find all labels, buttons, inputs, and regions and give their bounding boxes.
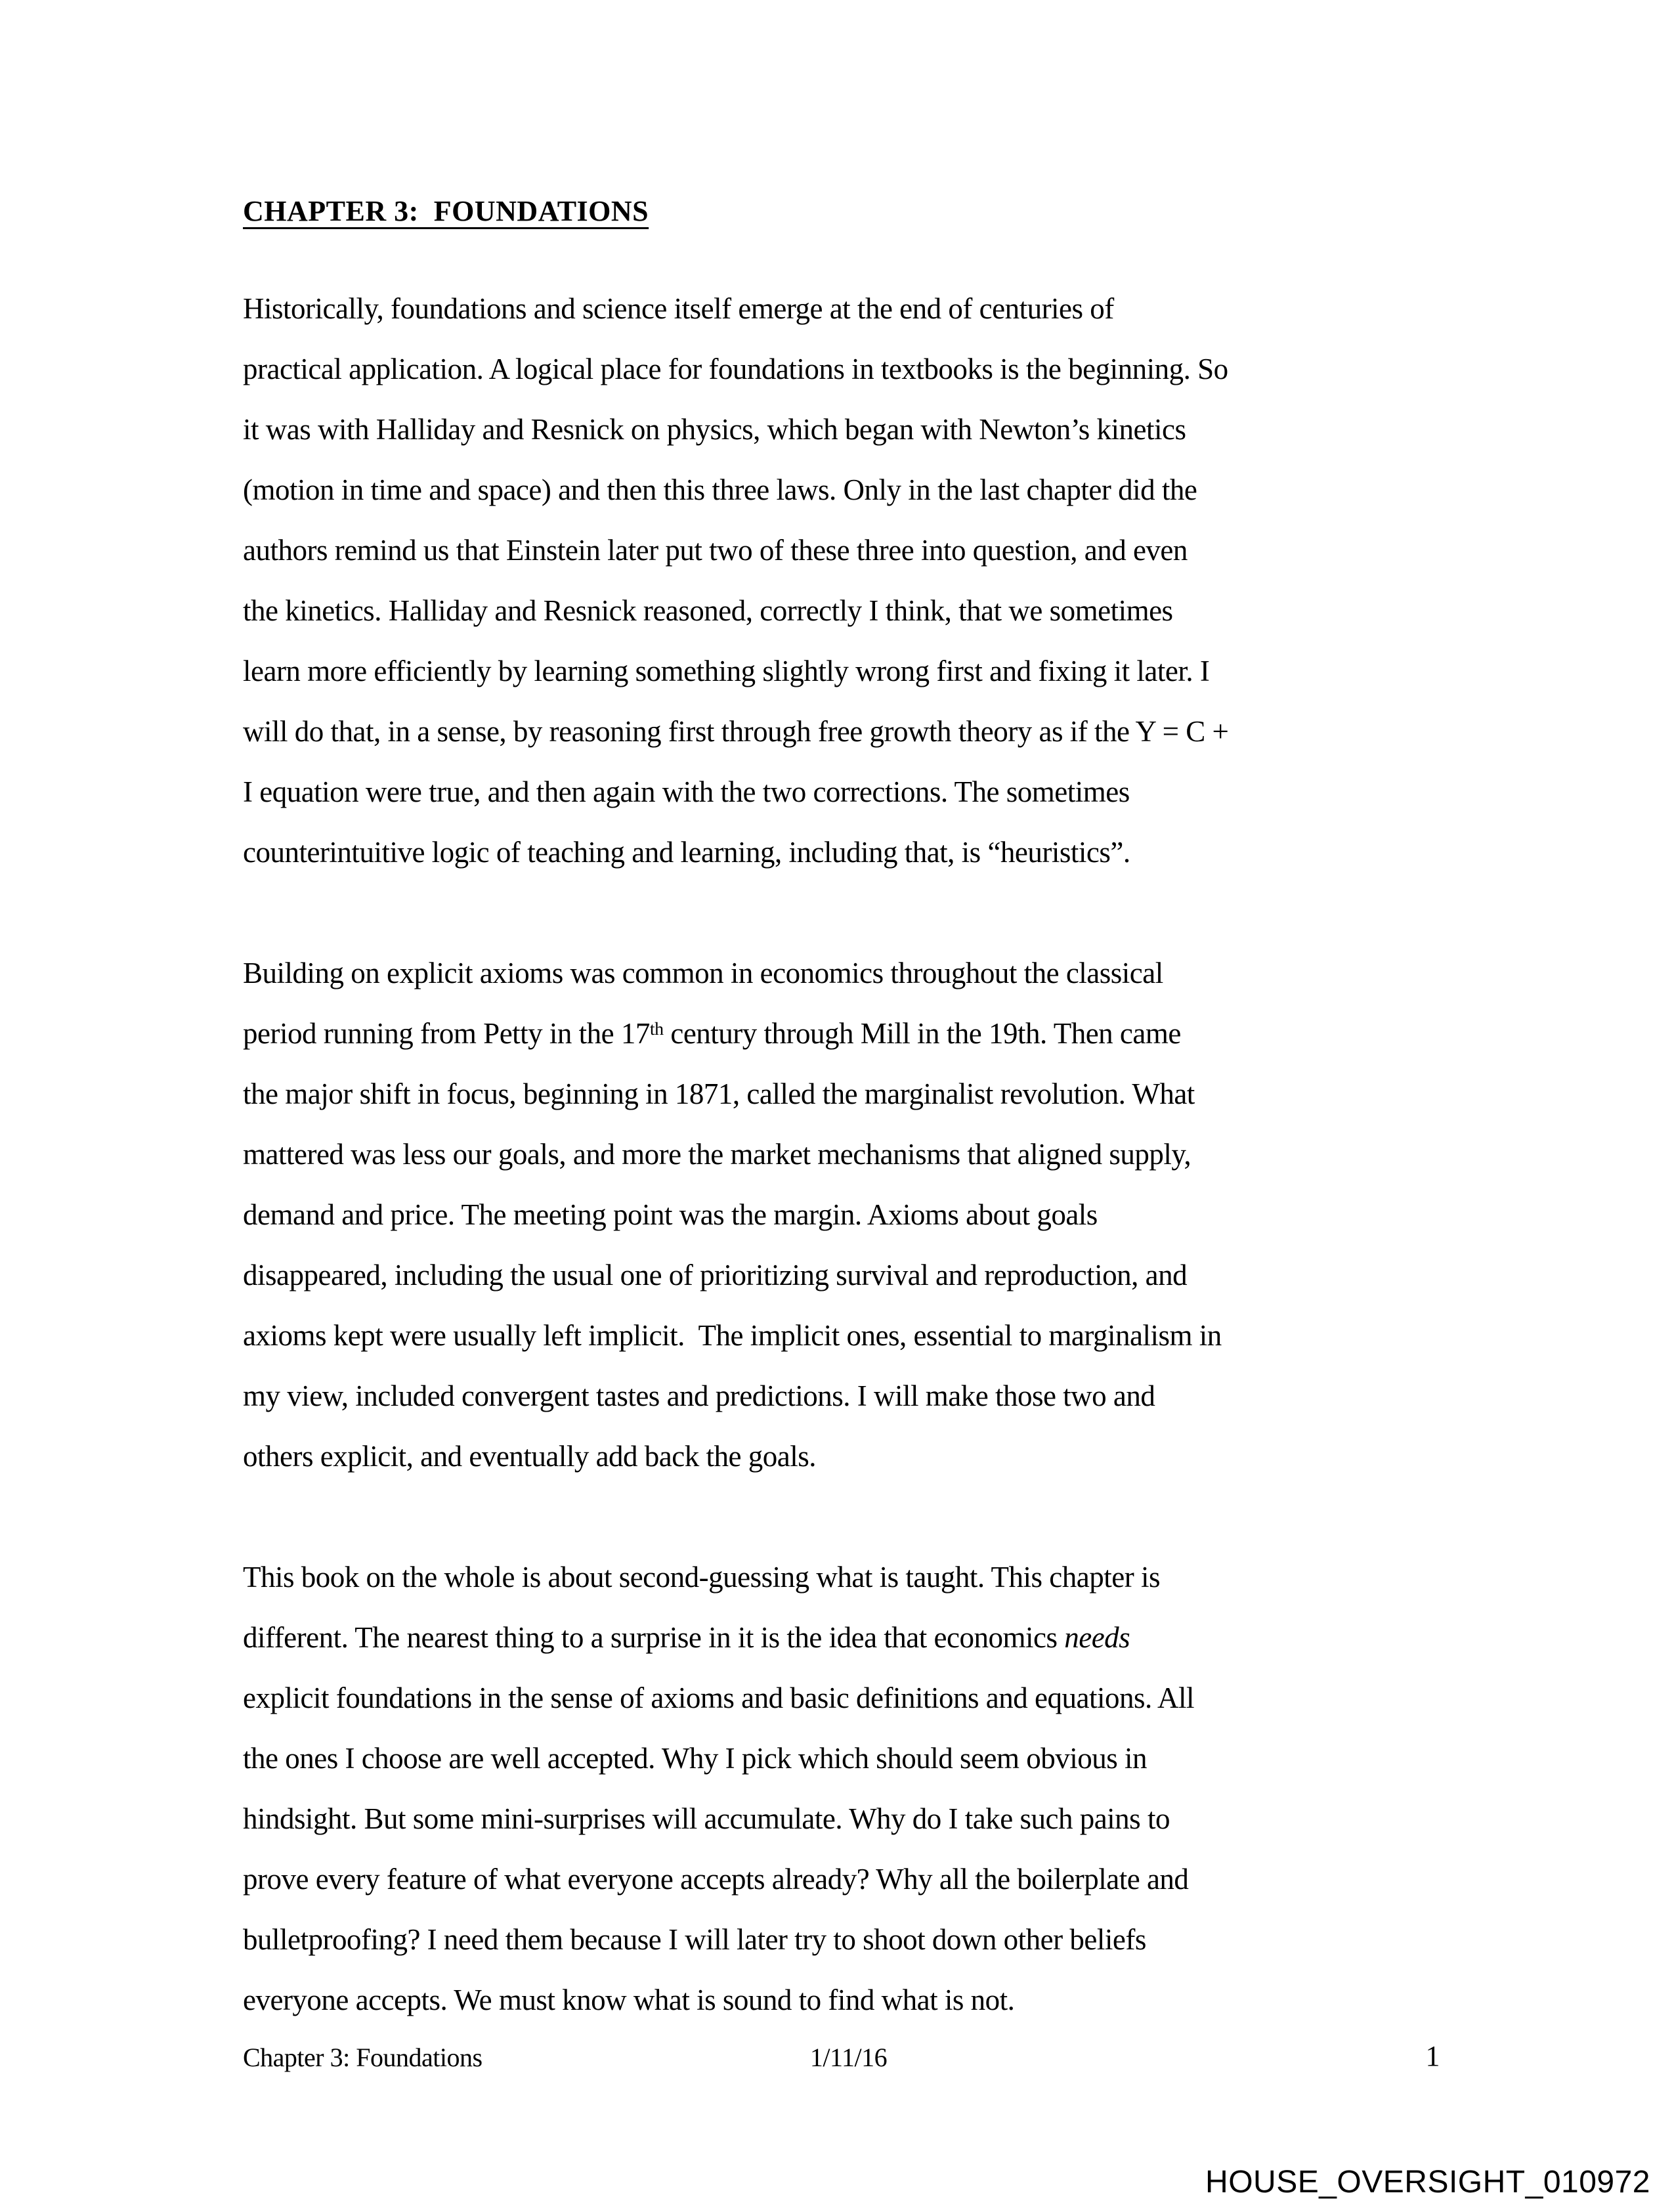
text-line — [243, 1909, 1484, 1970]
text-segment: will do that, in a sense, by reasoning first through free growth theory as if the Y = C + — [243, 715, 1229, 748]
text-line — [243, 1124, 1484, 1184]
text-segment: others explicit, and eventually add back the goals. — [243, 1440, 816, 1473]
text-line — [243, 943, 1484, 1003]
text-segment: learn more efficiently by learning something slightly wrong first and fixing it later. I — [243, 655, 1210, 687]
footer-date: 1/11/16 — [809, 2043, 888, 2072]
text-segment: Building on explicit axioms was common in economics throughout the classical — [243, 957, 1163, 989]
text-segment: This book on the whole is about second-guessing what is taught. This chapter is — [243, 1561, 1160, 1594]
text-segment: everyone accepts. We must know what is sound to find what is not. — [243, 1984, 1015, 2016]
text-segment: my view, included convergent tastes and predictions. I will make those two and — [243, 1379, 1155, 1412]
text-line — [243, 460, 1484, 520]
text-line — [243, 822, 1484, 882]
text-line — [243, 1728, 1484, 1789]
text-segment: practical application. A logical place for foundations in textbooks is the beginning. So — [243, 353, 1228, 385]
footer-chapter-label: Chapter 3: Foundations — [243, 2043, 483, 2072]
text-line — [243, 1426, 1484, 1486]
text-segment: the kinetics. Halliday and Resnick reasoned, correctly I think, that we sometimes — [243, 594, 1173, 627]
text-segment: I equation were true, and then again with the two corrections. The sometimes — [243, 775, 1130, 808]
text-line — [243, 278, 1484, 339]
text-segment: period running from Petty in the 17 — [243, 1017, 650, 1050]
text-line — [243, 1668, 1484, 1728]
text-line — [243, 1245, 1484, 1305]
text-segment: the major shift in focus, beginning in 1871, called the marginalist revolution. What — [243, 1077, 1195, 1110]
text-segment: (motion in time and space) and then this three laws. Only in the last chapter did the — [243, 473, 1197, 506]
text-line — [243, 1064, 1484, 1124]
text-segment: hindsight. But some mini-surprises will accumulate. Why do I take such pains to — [243, 1802, 1170, 1835]
text-segment: Historically, foundations and science itself emerge at the end of centuries of — [243, 292, 1114, 325]
text-line — [243, 1789, 1484, 1849]
text-segment: disappeared, including the usual one of prioritizing survival and reproduction, and — [243, 1259, 1188, 1291]
text-line — [243, 1849, 1484, 1909]
text-line — [243, 641, 1484, 701]
footer-page-number: 1 — [1425, 2040, 1440, 2072]
bates-stamp: HOUSE_OVERSIGHT_010972 — [1205, 2165, 1650, 2200]
text-segment: prove every feature of what everyone accepts already? Why all the boilerplate and — [243, 1863, 1189, 1896]
text-line — [243, 1547, 1484, 1607]
text-segment: axioms kept were usually left implicit. The implicit ones, essential to marginalism in — [243, 1319, 1222, 1352]
paragraph-2 — [243, 943, 1484, 1486]
text-line — [243, 1305, 1484, 1366]
text-segment: the ones I choose are well accepted. Why I pick which should seem obvious in — [243, 1742, 1148, 1775]
text-line — [243, 339, 1484, 399]
text-segment: authors remind us that Einstein later put two of these three into question, and even — [243, 534, 1188, 567]
text-line — [243, 1003, 1484, 1064]
text-segment: it was with Halliday and Resnick on physics, which began with Newton’s kinetics — [243, 413, 1186, 446]
page-footer — [243, 2042, 1454, 2081]
text-segment: different. The nearest thing to a surprise in it is the idea that economics — [243, 1621, 1065, 1654]
chapter-title: CHAPTER 3: FOUNDATIONS — [243, 195, 649, 227]
text-line — [243, 580, 1484, 641]
text-segment: needs — [1064, 1621, 1130, 1654]
text-line — [243, 1366, 1484, 1426]
text-segment: century through Mill in the 19th. Then came — [663, 1017, 1181, 1050]
text-line — [243, 1607, 1484, 1668]
text-segment: explicit foundations in the sense of axioms and basic definitions and equations. All — [243, 1681, 1194, 1714]
text-segment: mattered was less our goals, and more the market mechanisms that aligned supply, — [243, 1138, 1191, 1171]
paragraph-3 — [243, 1547, 1484, 2030]
text-line — [243, 701, 1484, 762]
text-segment: bulletproofing? I need them because I will later try to shoot down other beliefs — [243, 1923, 1146, 1956]
text-segment: th — [649, 1019, 664, 1040]
text-line — [243, 1184, 1484, 1245]
text-segment: counterintuitive logic of teaching and learning, including that, is “heuristics”. — [243, 836, 1130, 869]
text-line — [243, 520, 1484, 580]
text-segment: demand and price. The meeting point was the margin. Axioms about goals — [243, 1198, 1098, 1231]
paragraph-1 — [243, 278, 1484, 882]
text-line — [243, 1970, 1484, 2030]
text-line — [243, 399, 1484, 460]
text-line — [243, 762, 1484, 822]
document-body — [243, 278, 1484, 2091]
